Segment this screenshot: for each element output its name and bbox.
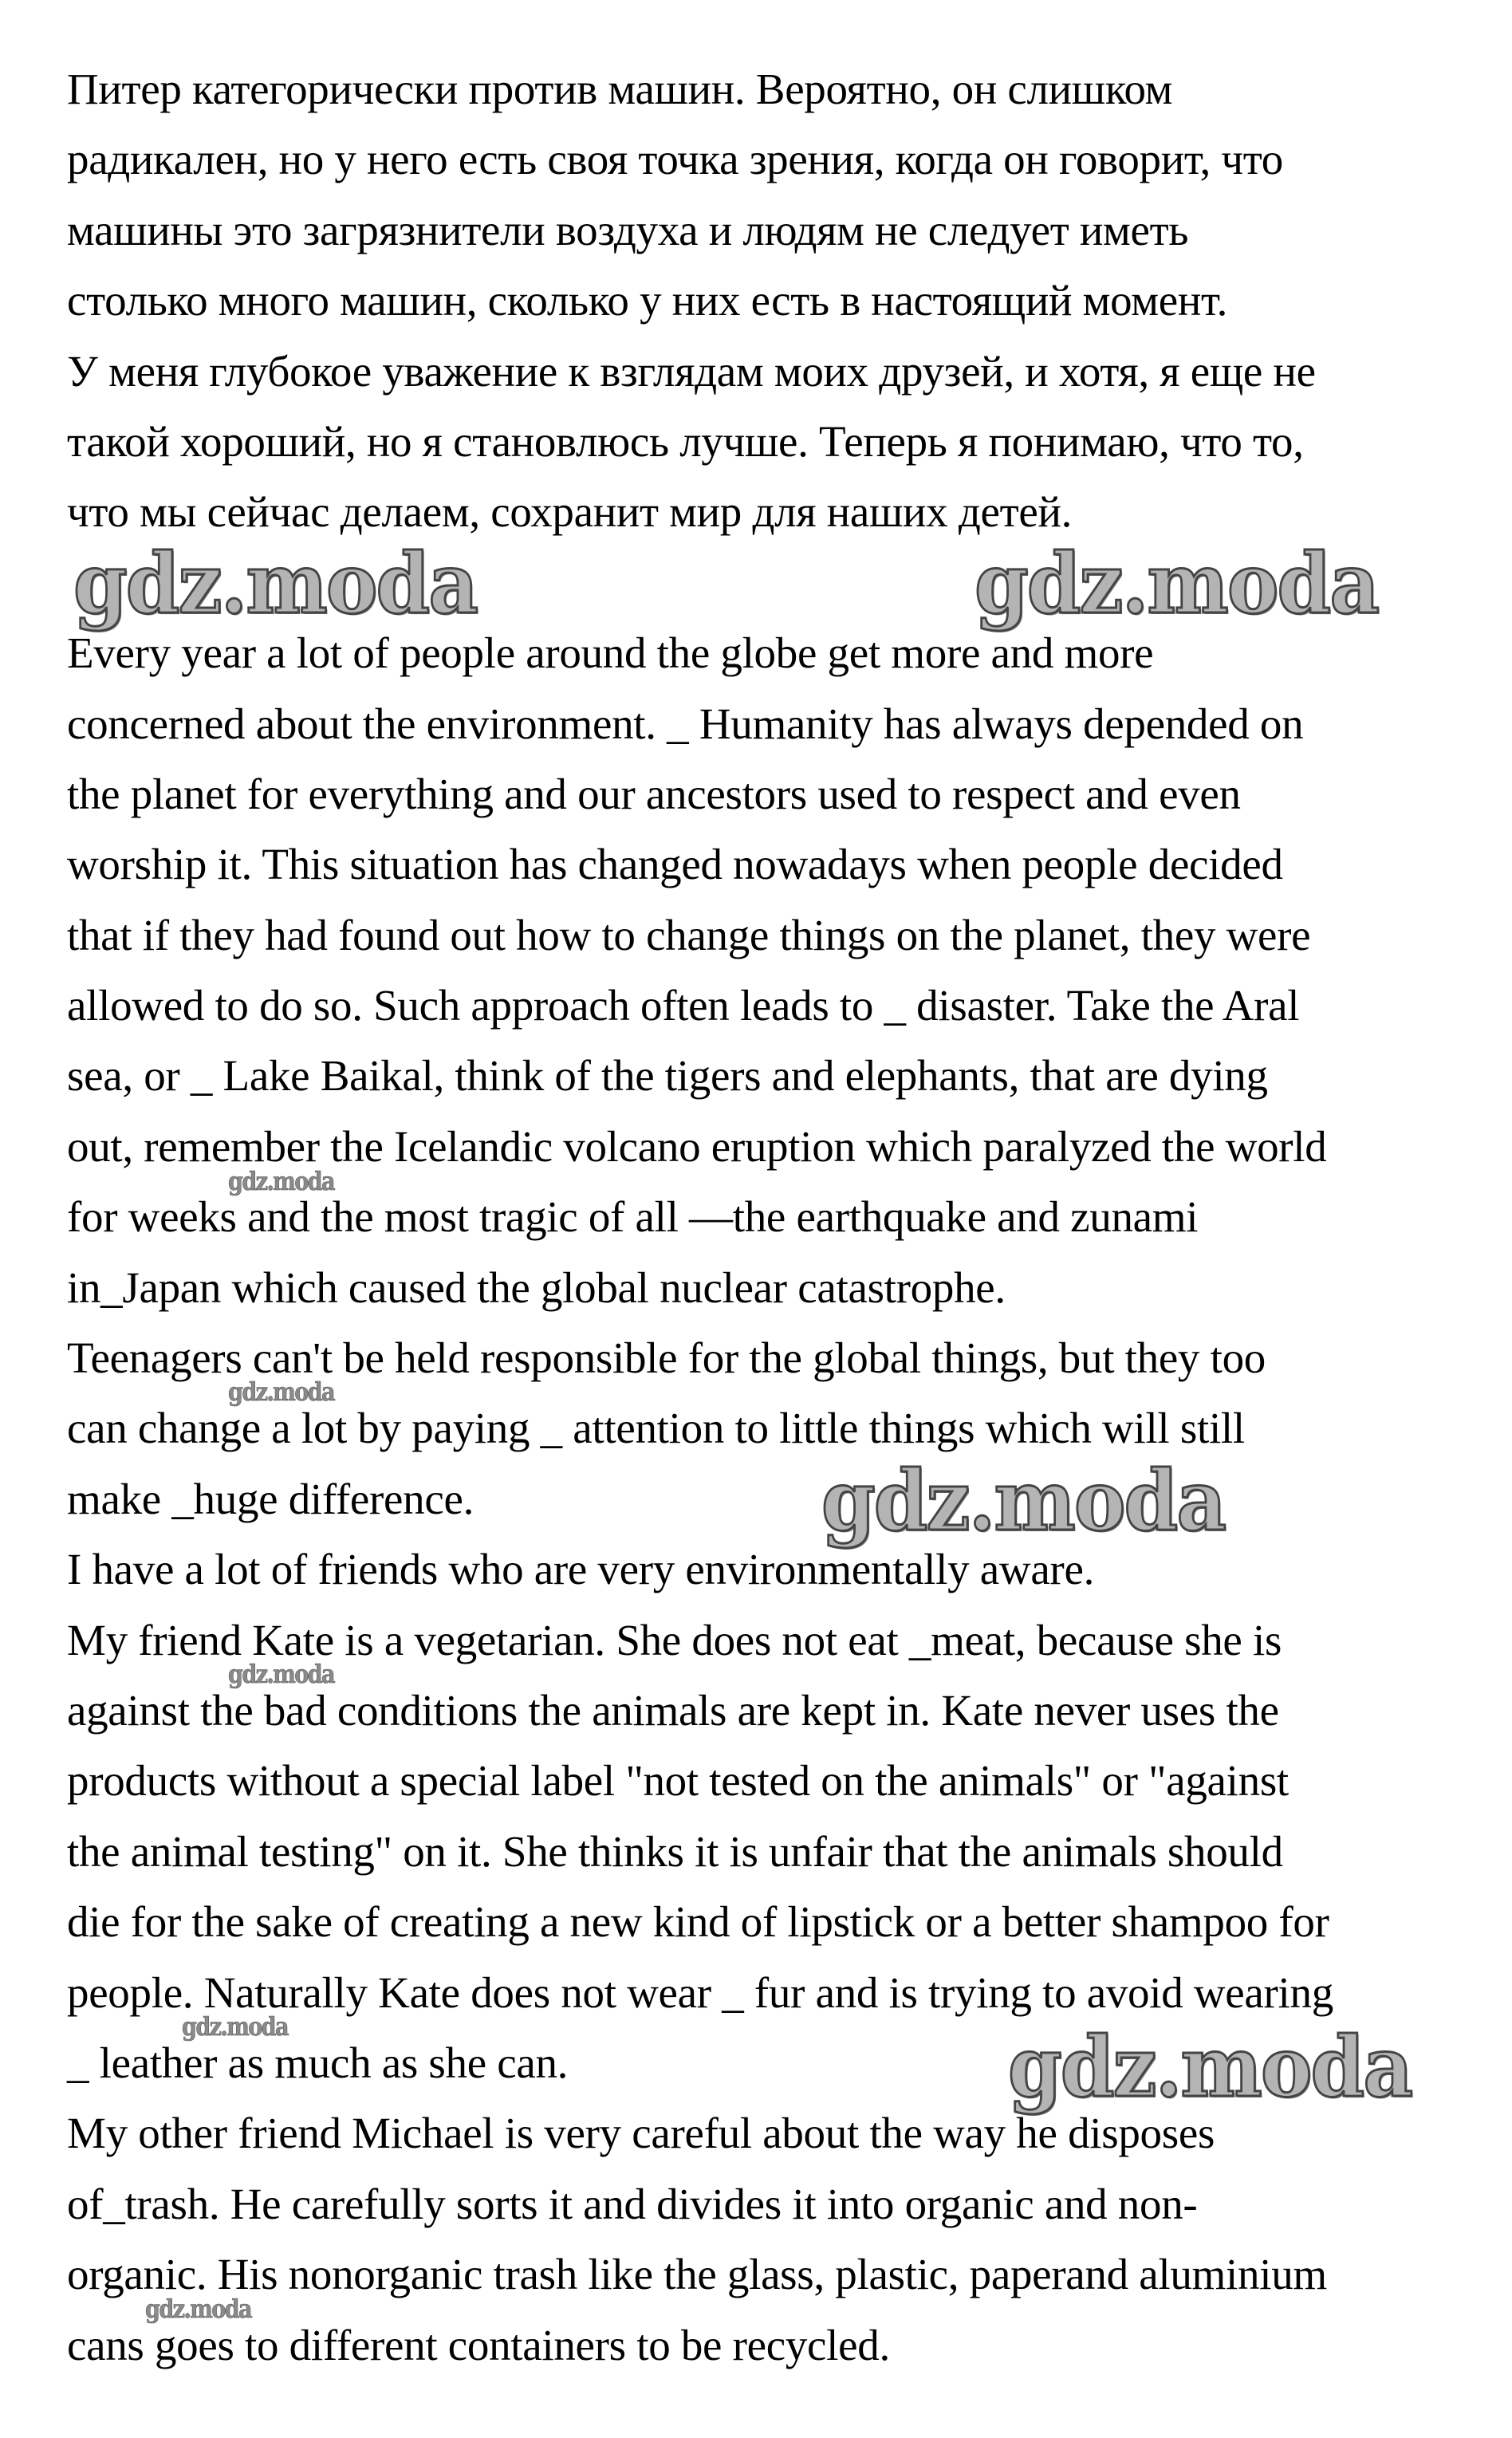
text-line: Питер категорически против машин. Вероятно, он слишком (67, 65, 1173, 113)
text-line: worship it. This situation has changed nowadays when people decided (67, 840, 1283, 889)
text-line: I have a lot of friends who are very environmentally aware. (67, 1545, 1095, 1594)
text-line: die for the sake of creating a new kind of lipstick or a better shampoo for (67, 1897, 1329, 1947)
text-line: Every year a lot of people around the globe get more and more (67, 628, 1154, 678)
text-line: радикален, но у него есть своя точка зрения, когда он говорит, что (67, 135, 1283, 184)
text-line: allowed to do so. Such approach often leads to _ disaster. Take the Aral (67, 981, 1300, 1030)
text-line: make _huge difference. (67, 1474, 474, 1523)
watermark: gdz.moda (975, 534, 1379, 632)
watermark-small: gdz.moda (228, 1166, 334, 1196)
text-line: that if they had found out how to change things on the planet, they were (67, 910, 1311, 959)
text-line: for weeks and the most tragic of all —the earthquake and zunami (67, 1192, 1199, 1242)
text-line: My other friend Michael is very careful about the way he disposes (67, 2109, 1215, 2158)
text-line: столько много машин, сколько у них есть в настоящий момент. (67, 276, 1228, 325)
text-line: У меня глубокое уважение к взглядам моих друзей, и хотя, я еще не (67, 346, 1316, 396)
text-line: in_Japan which caused the global nuclear catastrophe. (67, 1262, 1006, 1312)
text-line: of_trash. He carefully sorts it and divides it into organic and non- (67, 2179, 1198, 2228)
text-line: the animal testing" on it. She thinks it is unfair that the animals should (67, 1826, 1283, 1876)
text-line: cans goes to different containers to be recycled. (67, 2320, 890, 2369)
watermark-small: gdz.moda (145, 2294, 251, 2324)
watermark-small: gdz.moda (228, 1659, 334, 1689)
watermark: gdz.moda (1008, 2018, 1412, 2116)
text-line: people. Naturally Kate does not wear _ fur and is trying to avoid wearing (67, 1967, 1333, 2017)
text-line: the planet for everything and our ancestors used to respect and even (67, 769, 1241, 818)
watermark: gdz.moda (821, 1451, 1226, 1550)
watermark: gdz.moda (73, 534, 478, 632)
text-line: products without a special label "not tested on the animals" or "against (67, 1756, 1289, 1806)
text-line: Teenagers can't be held responsible for the global things, but they too (67, 1333, 1266, 1383)
text-line: concerned about the environment. _ Humanity has always depended on (67, 699, 1304, 748)
text-line: organic. His nonorganic trash like the glass, plastic, paperand aluminium (67, 2250, 1327, 2299)
watermark-small: gdz.moda (182, 2011, 288, 2042)
text-line: что мы сейчас делаем, сохранит мир для наших детей. (67, 487, 1073, 537)
text-line: My friend Kate is a vegetarian. She does not eat _meat, because she is (67, 1615, 1282, 1664)
text-line: такой хороший, но я становлюсь лучше. Теперь я понимаю, что то, (67, 416, 1304, 466)
text-line: машины это загрязнители воздуха и людям не следует иметь (67, 205, 1189, 254)
text-line: out, remember the Icelandic volcano eruption which paralyzed the world (67, 1121, 1327, 1171)
watermark-small: gdz.moda (228, 1377, 334, 1407)
text-line: _ leather as much as she can. (67, 2038, 569, 2087)
text-line: sea, or _ Lake Baikal, think of the tigers and elephants, that are dying (67, 1051, 1268, 1101)
text-line: against the bad conditions the animals are kept in. Kate never uses the (67, 1685, 1279, 1735)
text-line: can change a lot by paying _ attention to little things which will still (67, 1404, 1245, 1453)
